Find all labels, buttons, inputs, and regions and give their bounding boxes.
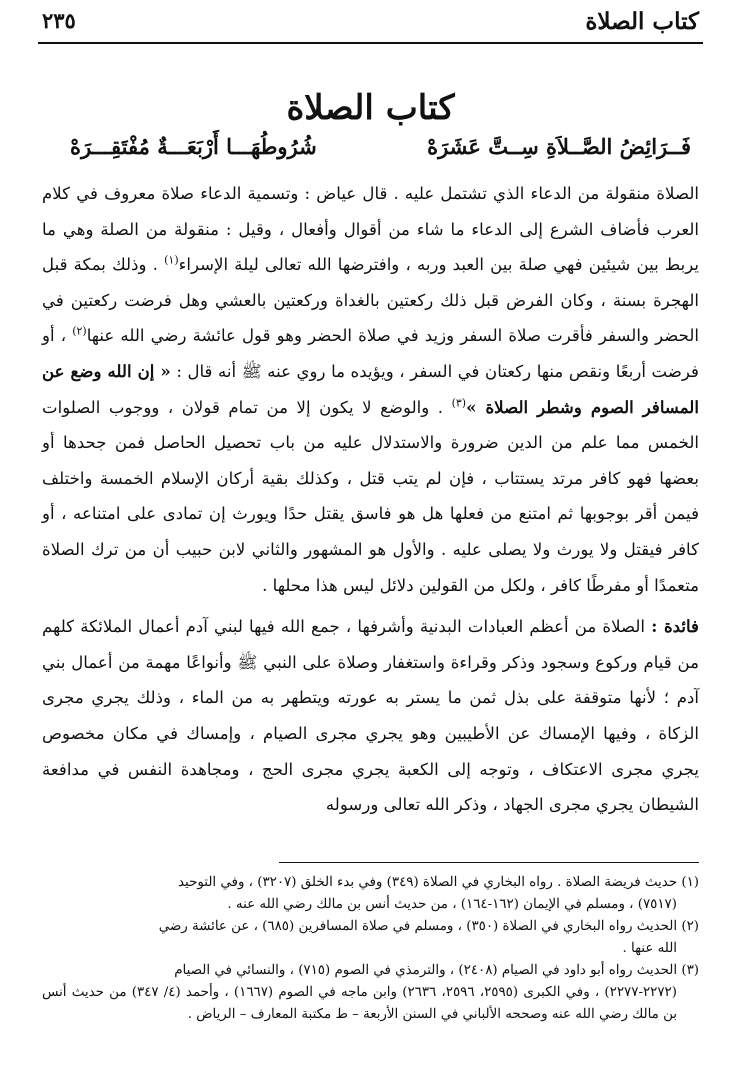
verse-second-hemistich: شُرُوطُهَـــا أَرْبَعَـــةٌ مُفْتَقِـــرَهْ xyxy=(70,134,317,159)
chapter-title: كتاب الصلاة xyxy=(286,88,455,128)
footnote-text: حديث فريضة الصلاة . رواه البخاري في الصلاة (٣٤٩) وفي بدء الخلق (٣٢٠٧) ، وفي التوحيد xyxy=(178,875,678,890)
footnote-text: الحديث رواه البخاري في الصلاة (٣٥٠) ، ومسلم في صلاة المسافرين (٦٨٥) ، عن عائشة رضي xyxy=(158,919,678,934)
footnote-number: (٢) xyxy=(681,919,699,934)
verse-first-hemistich: فَــرَائِضُ الصَّــلاَةِ سِــتَّ عَشَرَهْ xyxy=(427,134,691,159)
footnote-text: (٢٢٧٢-٢٢٧٧) ، وفي الكبرى (٢٥٩٥، ٢٥٩٦، ٢٦٣٦) وابن ماجه في الصوم (١٦٦٧) ، وأحمد (٤/ ٣٤٧) من حديث أنس بن مالك رضي الله عنه وصححه الألباني في السنن الأربعة – ط مكتبة المعارف – الرياض . xyxy=(42,985,677,1022)
footnote-ref-1[interactable]: (١) xyxy=(164,253,179,267)
paragraph-text: . وذلك بمكة قبل الهجرة بسنة ، وكان الفرض قبل ذلك ركعتين بالغداة وركعتين بالعشي وهل فرضت ركعتين في الحضر والسفر فأقرت صلاة السفر وزيد في صلاة الحضر وهو قول عائشة رضي الله عنها xyxy=(42,255,699,346)
footnote-3 xyxy=(42,960,699,1026)
footnotes xyxy=(42,872,699,1026)
footnote-ref-3[interactable]: (٣) xyxy=(451,396,467,410)
header-divider xyxy=(38,42,703,44)
footnote-text: الحديث رواه أبو داود في الصيام (٢٤٠٨) ، والترمذي في الصوم (٧١٥) ، والنسائي في الصيام xyxy=(174,963,678,978)
benefit-heading: فائدة : xyxy=(651,616,699,637)
footnote-divider xyxy=(279,862,699,863)
footnote-text: (٧٥١٧) ، ومسلم في الإيمان (١٦٢-١٦٤) ، من حديث أنس بن مالك رضي الله عنه . xyxy=(227,897,677,912)
page-number: ٢٣٥ xyxy=(42,8,76,33)
footnote-ref-2[interactable]: (٢) xyxy=(72,324,87,338)
paragraph-definition xyxy=(42,176,699,603)
running-title: كتاب الصلاة xyxy=(585,8,699,35)
footnote-2 xyxy=(42,916,699,960)
footnote-text: الله عنها . xyxy=(622,941,677,956)
footnote-number: (١) xyxy=(681,875,699,890)
paragraph-text: الصلاة منقولة من الدعاء الذي تشتمل عليه . قال عياض : وتسمية الدعاء صلاة معروف في كلام العرب فأضاف الشرع إلى الدعاء ما شاء من أقوال وأفعال ، وقيل : منقولة من الصلة وهي ما يربط بين شيئين فهي صلة بين العبد وربه ، وافترضها الله تعالى ليلة الإسراء xyxy=(42,184,699,275)
main-text xyxy=(42,176,699,823)
running-header xyxy=(42,6,699,42)
hadith-quote: « إن الله وضع عن المسافر الصوم وشطر الصلاة » xyxy=(42,360,699,417)
paragraph-benefit xyxy=(42,609,699,823)
paragraph-text: . والوضع لا يكون إلا من تمام قولان ، ووجوب الصلوات الخمس مما علم من الدين ضرورة والاستدلال عليه من باب تحصيل الحاصل فمن جحدها أو بعضها فهو كافر مرتد يستتاب ، فإن لم يتب قتل ، وكذلك بقية أركان الإسلام الخمسة واختلف فيمن أقر بوجوبها ثم امتنع من فعلها هل هو فاسق يقتل حدًا ويورث إن تمادى على امتناعه ، أو كافر فيقتل ولا يورث ولا يصلى عليه . والأول هو المشهور والثاني لابن حبيب أن من ترك الصلاة متعمدًا أو مفرطًا كافر ، ولكل من القولين دلائل ليس هذا محلها . xyxy=(42,397,699,595)
paragraph-text: ، أو فرضت أربعًا ونقص منها ركعتان في السفر ، ويؤيده ما روي عنه ﷺ أنه قال : xyxy=(42,326,699,381)
opening-verse xyxy=(70,134,691,168)
footnote-number: (٣) xyxy=(681,963,699,978)
footnote-1 xyxy=(42,872,699,916)
paragraph-text: الصلاة من أعظم العبادات البدنية وأشرفها ، جمع الله فيها لبني آدم أعمال الملائكة كلهم من قيام وركوع وسجود وذكر وقراءة واستغفار وصلاة على النبي ﷺ وأنواعًا مهمة من أعمال بني آدم ؛ لأنها متوقفة على بذل ثمن ما يستر به عورته ويتطهر به من الماء ، وذلك يجري مجرى الزكاة ، وفيها الإمساك عن الأطيبين وهو يجري مجرى الصيام ، وإمساك في مكان مخصوص يجري مجرى الاعتكاف ، وتوجه إلى الكعبة يجري مجرى الحج ، ومجاهدة النفس في مدافعة الشيطان يجري مجرى الجهاد ، وذكر الله تعالى ورسوله xyxy=(42,617,699,815)
